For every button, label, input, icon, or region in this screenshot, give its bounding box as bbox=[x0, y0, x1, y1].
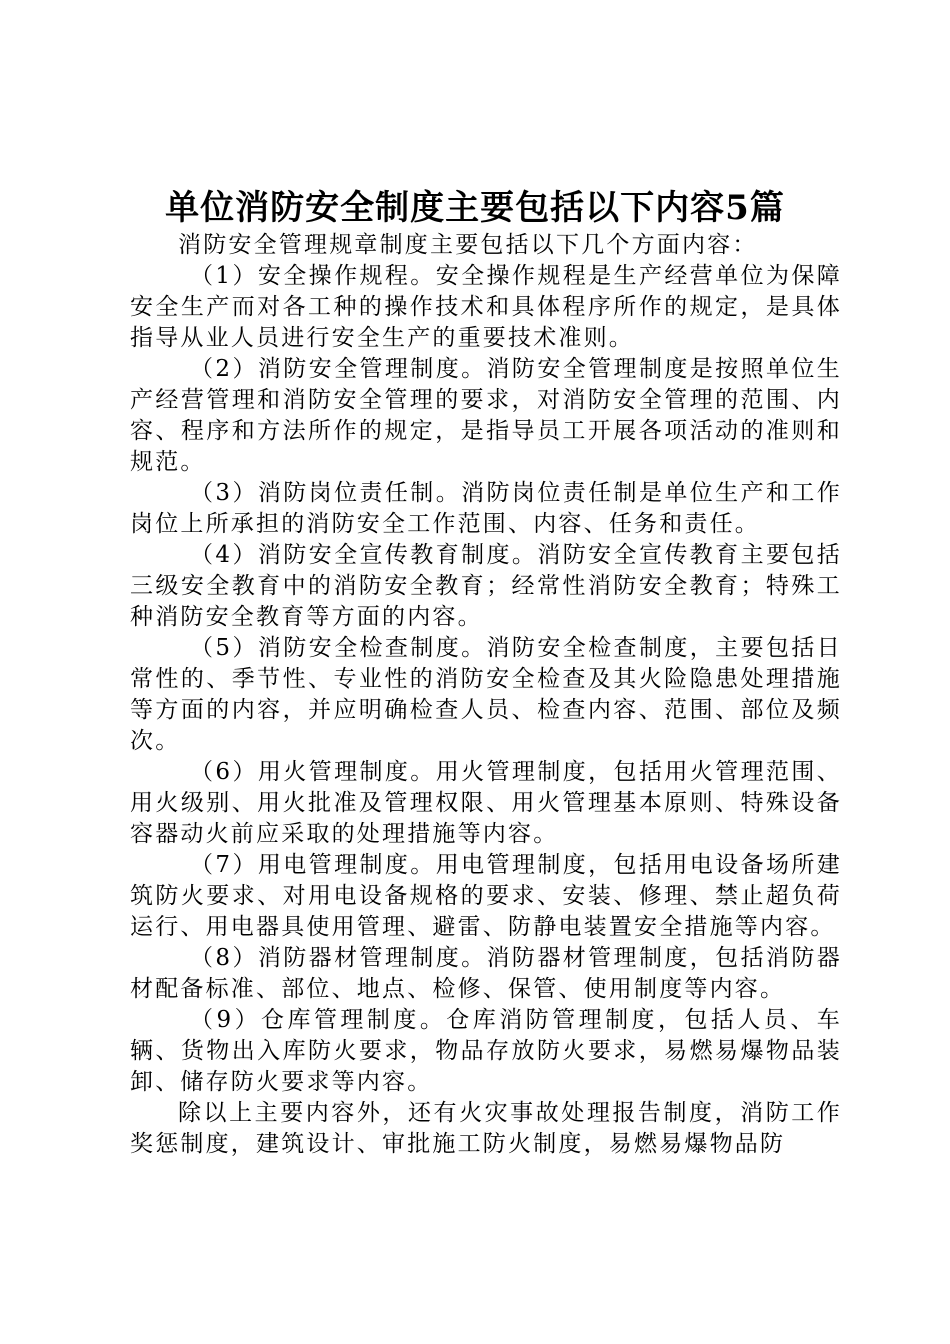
item-paragraph-8: （8）消防器材管理制度。消防器材管理制度，包括消防器材配备标准、部位、地点、检修、保管、使用制度等内容。 bbox=[130, 945, 842, 1002]
item-paragraph-1: （1）安全操作规程。安全操作规程是生产经营单位为保障安全生产而对各工种的操作技术和具体程序所作的规定，是具体指导从业人员进行安全生产的重要技术准则。 bbox=[130, 263, 842, 351]
intro-paragraph: 消防安全管理规章制度主要包括以下几个方面内容： bbox=[178, 232, 758, 258]
item-paragraph-5: （5）消防安全检查制度。消防安全检查制度，主要包括日常性的、季节性、专业性的消防安全检查及其火险隐患处理措施等方面的内容，并应明确检查人员、检查内容、范围、部位及频次。 bbox=[130, 635, 842, 754]
item-paragraph-7: （7）用电管理制度。用电管理制度，包括用电设备场所建筑防火要求、对用电设备规格的要求、安装、修理、禁止超负荷运行、用电器具使用管理、避雷、防静电装置安全措施等内容。 bbox=[130, 852, 842, 940]
document-body bbox=[130, 230, 842, 1160]
item-paragraph-2: （2）消防安全管理制度。消防安全管理制度是按照单位生产经营管理和消防安全管理的要求，对消防安全管理的范围、内容、程序和方法所作的规定，是指导员工开展各项活动的准则和规范。 bbox=[130, 356, 842, 475]
item-paragraph-6: （6）用火管理制度。用火管理制度，包括用火管理范围、用火级别、用火批准及管理权限、用火管理基本原则、特殊设备容器动火前应采取的处理措施等内容。 bbox=[130, 759, 842, 847]
closing-paragraph: 除以上主要内容外，还有火灾事故处理报告制度，消防工作奖惩制度，建筑设计、审批施工防火制度，易燃易爆物品防 bbox=[130, 1100, 842, 1157]
item-paragraph-4: （4）消防安全宣传教育制度。消防安全宣传教育主要包括三级安全教育中的消防安全教育；经常性消防安全教育；特殊工种消防安全教育等方面的内容。 bbox=[130, 542, 842, 630]
document-title: 单位消防安全制度主要包括以下内容5篇 bbox=[165, 188, 785, 228]
item-paragraph-9: （9）仓库管理制度。仓库消防管理制度，包括人员、车辆、货物出入库防火要求，物品存放防火要求，易燃易爆物品装卸、储存防火要求等内容。 bbox=[130, 1007, 842, 1095]
item-paragraph-3: （3）消防岗位责任制。消防岗位责任制是单位生产和工作岗位上所承担的消防安全工作范围、内容、任务和责任。 bbox=[130, 480, 842, 537]
